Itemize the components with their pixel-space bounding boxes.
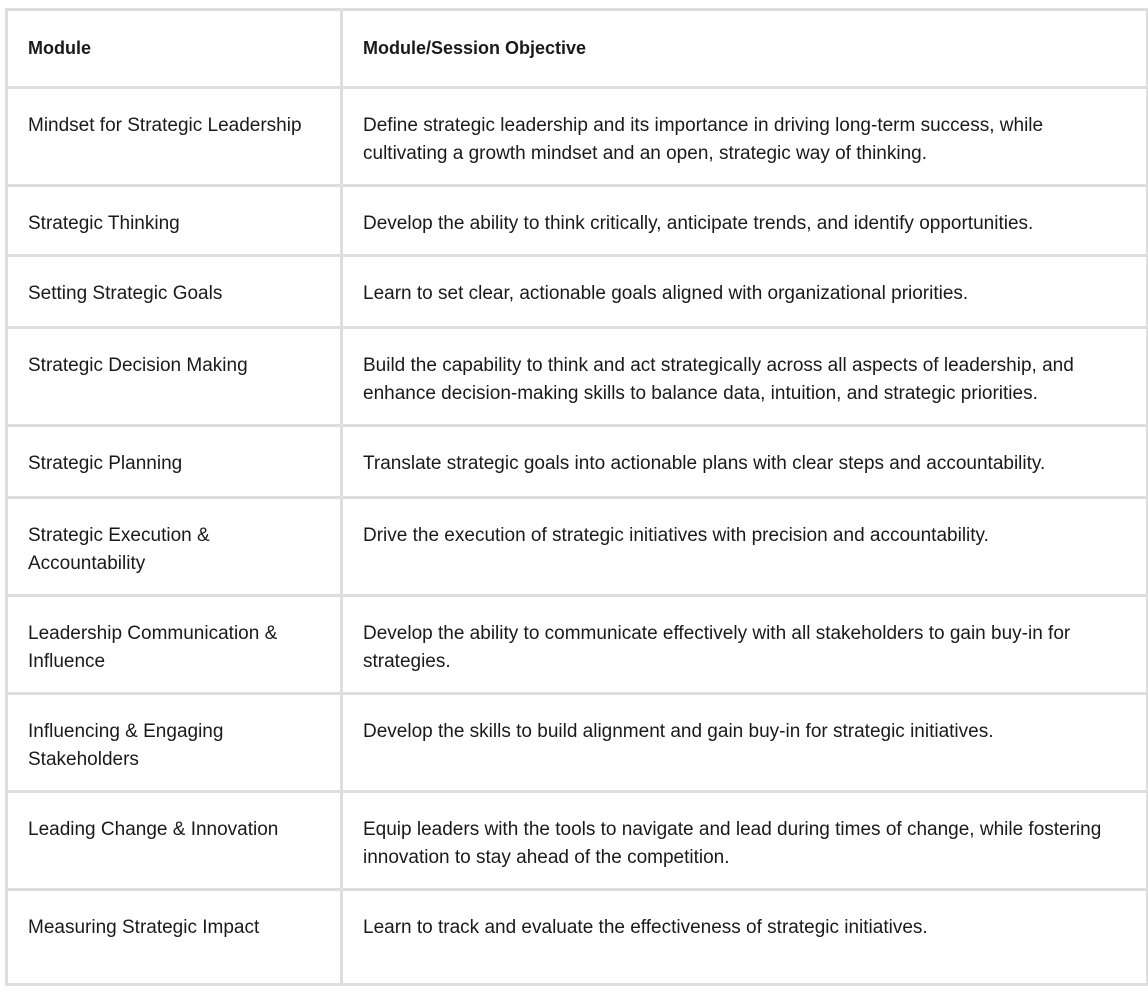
table-row bbox=[7, 256, 1148, 328]
module-cell: Mindset for Strategic Leadership bbox=[7, 88, 342, 186]
objective-cell: Learn to track and evaluate the effectiveness of strategic initiatives. bbox=[342, 890, 1148, 985]
table-row bbox=[7, 596, 1148, 694]
module-cell: Strategic Execution & Accountability bbox=[7, 498, 342, 596]
objective-cell: Develop the ability to communicate effectively with all stakeholders to gain buy-in for strategies. bbox=[342, 596, 1148, 694]
module-objectives-table bbox=[5, 8, 1148, 986]
table-row bbox=[7, 186, 1148, 256]
module-cell: Strategic Planning bbox=[7, 426, 342, 498]
table-row bbox=[7, 694, 1148, 792]
objective-cell: Develop the skills to build alignment and gain buy-in for strategic initiatives. bbox=[342, 694, 1148, 792]
module-cell: Setting Strategic Goals bbox=[7, 256, 342, 328]
module-cell: Strategic Decision Making bbox=[7, 328, 342, 426]
module-cell: Measuring Strategic Impact bbox=[7, 890, 342, 985]
table-row bbox=[7, 792, 1148, 890]
header-module: Module bbox=[7, 10, 342, 88]
module-cell: Leading Change & Innovation bbox=[7, 792, 342, 890]
objective-cell: Equip leaders with the tools to navigate and lead during times of change, while fostering innovation to stay ahead of the competition. bbox=[342, 792, 1148, 890]
objective-cell: Translate strategic goals into actionable plans with clear steps and accountability. bbox=[342, 426, 1148, 498]
objective-cell: Develop the ability to think critically, anticipate trends, and identify opportunities. bbox=[342, 186, 1148, 256]
module-cell: Leadership Communication & Influence bbox=[7, 596, 342, 694]
objective-cell: Define strategic leadership and its importance in driving long-term success, while cultivating a growth mindset and an open, strategic way of thinking. bbox=[342, 88, 1148, 186]
objective-cell: Build the capability to think and act strategically across all aspects of leadership, and enhance decision-making skills to balance data, intuition, and strategic priorities. bbox=[342, 328, 1148, 426]
table-row bbox=[7, 498, 1148, 596]
table-row bbox=[7, 88, 1148, 186]
module-cell: Strategic Thinking bbox=[7, 186, 342, 256]
module-cell: Influencing & Engaging Stakeholders bbox=[7, 694, 342, 792]
table-header-row bbox=[7, 10, 1148, 88]
table-row bbox=[7, 426, 1148, 498]
header-objective: Module/Session Objective bbox=[342, 10, 1148, 88]
table-row bbox=[7, 328, 1148, 426]
objective-cell: Learn to set clear, actionable goals aligned with organizational priorities. bbox=[342, 256, 1148, 328]
objective-cell: Drive the execution of strategic initiatives with precision and accountability. bbox=[342, 498, 1148, 596]
table-row bbox=[7, 890, 1148, 985]
